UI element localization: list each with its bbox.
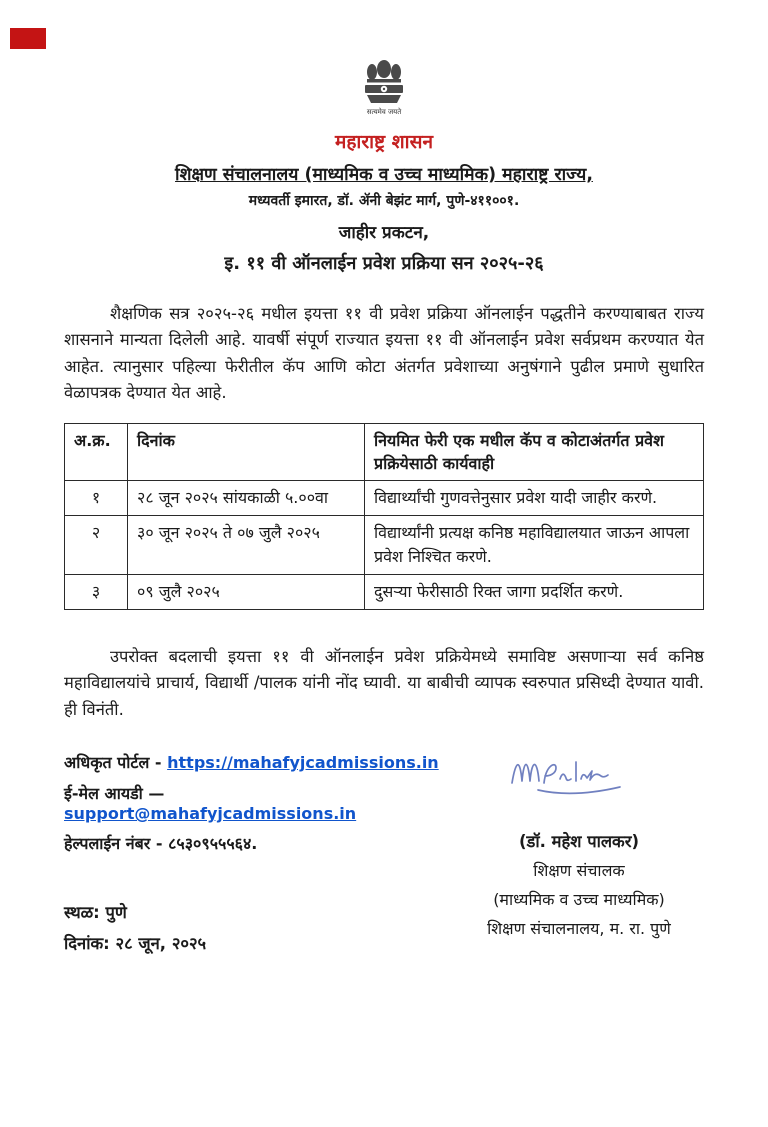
- signatory-office: शिक्षण संचालनालय, म. रा. पुणे: [487, 919, 671, 939]
- date-label: दिनांक:: [64, 934, 110, 954]
- office-address: मध्यवर्ती इमारत, डॉ. ॲनी बेझंट मार्ग, पुणे-४११००१.: [248, 193, 520, 209]
- cell-date: ३० जून २०२५ ते ०७ जुलै २०२५: [128, 515, 365, 574]
- intro-paragraph: शैक्षणिक सत्र २०२५-२६ मधील इयत्ता ११ वी प्रवेश प्रक्रिया ऑनलाईन पद्धतीने करण्याबाबत राज्य शासनाने मान्यता दिलेली आहे. यावर्षी संपूर्ण राज्यात इयत्ता ११ वी ऑनलाईन प्रवेश सर्वप्रथम करण्यात येत आहेत. त्यानुसार पहिल्या फेरीतील कॅप आणि कोटा अंतर्गत प्रवेशाच्या अनुषंगाने पुढील प्रमाणे सुधारित वेळापत्रक देण्यात येत आहे.: [64, 304, 704, 403]
- cell-activity: विद्यार्थ्यांची गुणवत्तेनुसार प्रवेश यादी जाहीर करणे.: [365, 480, 704, 515]
- cell-serial: १: [65, 480, 128, 515]
- corner-stamp: [10, 28, 46, 49]
- emblem-motto: सत्यमेव जयते: [366, 108, 402, 116]
- header-date: दिनांक: [128, 423, 365, 480]
- cell-activity: दुसऱ्या फेरीसाठी रिक्त जागा प्रदर्शित करणे.: [365, 574, 704, 609]
- signature-block: [454, 751, 704, 962]
- cell-activity: विद्यार्थ्यांनी प्रत्यक्ष कनिष्ठ महाविद्यालयात जाऊन आपला प्रवेश निश्चित करणे.: [365, 515, 704, 574]
- helpline-line: हेल्पलाईन नंबर - ८५३०९५५५६४.: [64, 834, 258, 854]
- government-name: महाराष्ट्र शासन: [334, 131, 433, 153]
- closing-paragraph: उपरोक्त बदलाची इयत्ता ११ वी ऑनलाईन प्रवेश प्रक्रियेमध्ये समाविष्ट असणाऱ्या सर्व कनिष्ठ महाविद्यालयांचे प्राचार्य, विद्यार्थी /पालक यांनी नोंद घ्यावी. या बाबीची व्यापक स्वरुपात प्रसिध्दी देण्यात यावी. ही विनंती.: [64, 646, 704, 719]
- email-label: ई-मेल आयडी —: [64, 784, 165, 804]
- place-line: [64, 900, 454, 923]
- table-header-row: [65, 423, 704, 480]
- portal-line: [64, 751, 454, 773]
- table-row: [65, 574, 704, 609]
- letterhead: [64, 58, 704, 275]
- cell-serial: ३: [65, 574, 128, 609]
- signature-image: [504, 784, 654, 803]
- place-label: स्थळ:: [64, 903, 100, 923]
- header-activity: नियमित फेरी एक मधील कॅप व कोटाअंतर्गत प्रवेश प्रक्रियेसाठी कार्यवाही: [365, 423, 704, 480]
- table-row: [65, 480, 704, 515]
- notice-type-title: जाहीर प्रकटन,: [338, 223, 430, 243]
- department-name: शिक्षण संचालनालय (माध्यमिक व उच्च माध्यमिक) महाराष्ट्र राज्य,: [175, 165, 593, 185]
- signatory-title: शिक्षण संचालक: [533, 861, 625, 881]
- schedule-table: [64, 423, 704, 610]
- place-date-block: [64, 900, 454, 954]
- place-value: पुणे: [105, 903, 127, 923]
- email-link[interactable]: support@mahafyjcadmissions.in: [64, 804, 357, 824]
- table-row: [65, 515, 704, 574]
- contact-block: [64, 751, 454, 962]
- signatory-title2: (माध्यमिक व उच्च माध्यमिक): [493, 890, 665, 910]
- header-serial: अ.क्र.: [65, 423, 128, 480]
- cell-serial: २: [65, 515, 128, 574]
- signatory-name: (डॉ. महेश पालकर): [518, 832, 640, 852]
- subject-title: इ. ११ वी ऑनलाईन प्रवेश प्रक्रिया सन २०२५-२६: [224, 253, 544, 274]
- date-value: २८ जून, २०२५: [115, 934, 207, 954]
- portal-label: अधिकृत पोर्टल -: [64, 753, 162, 773]
- cell-date: ०९ जुलै २०२५: [128, 574, 365, 609]
- email-line: [64, 782, 454, 823]
- national-emblem-icon: [359, 58, 409, 124]
- cell-date: २८ जून २०२५ सांयकाळी ५.००वा: [128, 480, 365, 515]
- portal-link[interactable]: https://mahafyjcadmissions.in: [167, 753, 439, 773]
- date-line: [64, 931, 454, 954]
